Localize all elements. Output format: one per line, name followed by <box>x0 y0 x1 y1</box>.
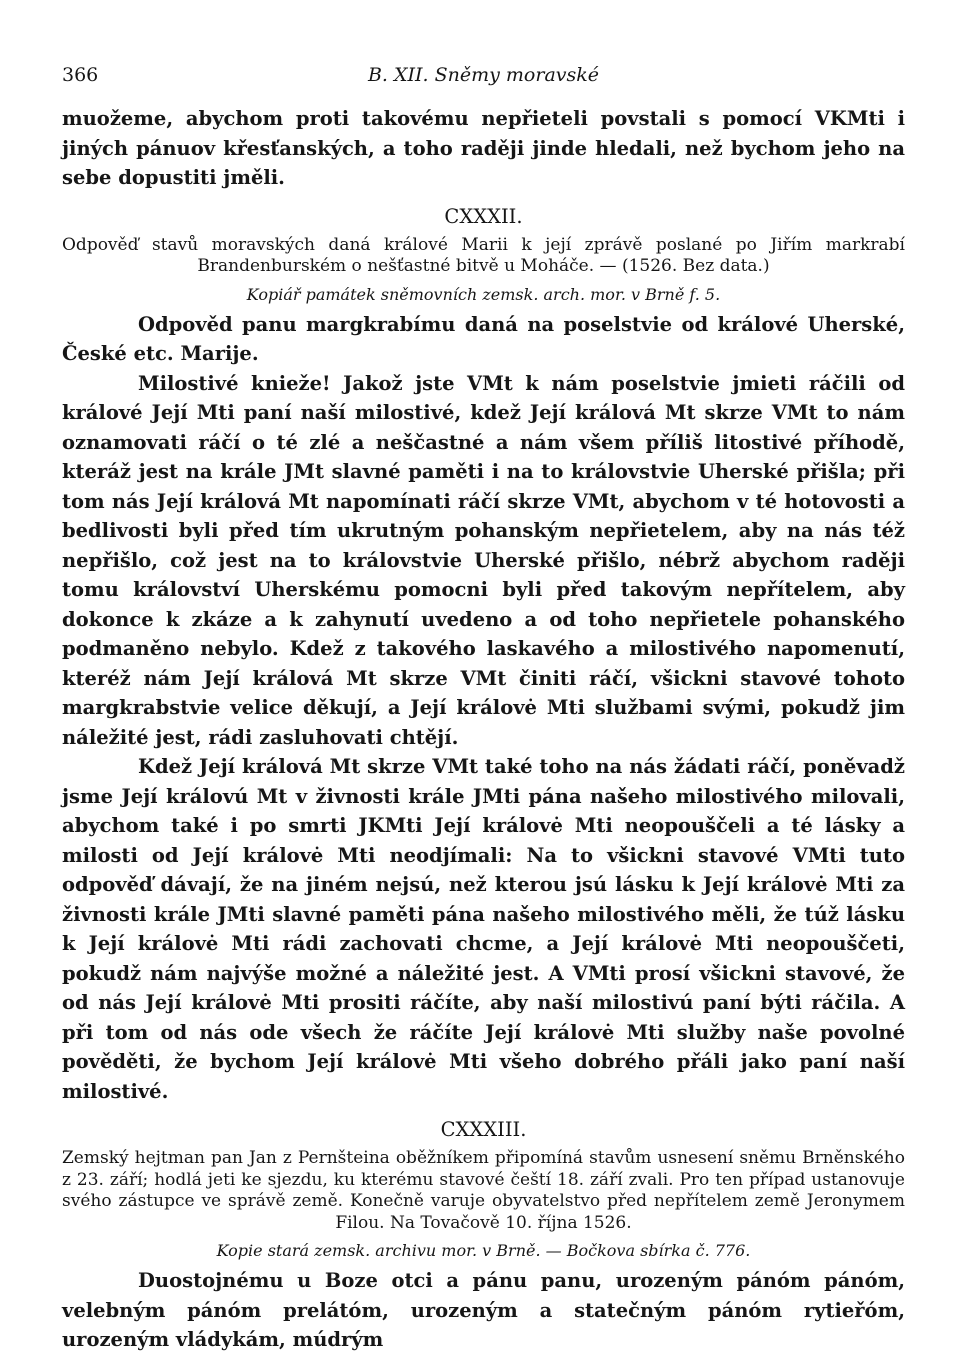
document-paragraph: Kdež Její králová Mt skrze VMt také toho na nás žádati ráčí, poněvadž jsme Její královú Mt v živnosti krále JMti pána našeho milostivého milovali, abychom také i po smrti JKMti Její královė Mti neopouščeli a té lásky a milosti od Její královė Mti neodjímali: Na to všickni stavové VMti tuto odpověď dávají, že na jiném nejsú, než kterou jsú lásku k Její královė Mti za živnosti krále JMti slavné paměti pána našeho milostivého měli, že túž lásku k Její královė Mti rádi zachovati chcme, a Její královė Mti neopouščeti, pokudž nám najvýše možné a náležité jest. A VMti prosí všickni stavové, že od nás Její královė Mti prositi ráčíte, aby naší milostivú paní býti ráčila. A při tom od nás ode všech že ráčíte Její královė Mti služby naše povolné pověděti, že bychom Její královė Mti všeho dobrého přáli jako paní naší milostivé. <box>62 755 905 1103</box>
document-source: Kopiář památek sněmovních zemsk. arch. mor. v Brně f. 5. <box>246 284 721 304</box>
intro-paragraph: muožeme, abychom proti takovému nepřieteli povstali s pomocí VKMti i jiných pánuov křesťanských, a toho raději jinde hledali, než bychom jeho na sebe dopustiti jměli. <box>62 107 905 189</box>
document-page <box>62 60 905 1355</box>
document-number: CXXXIII. <box>440 1118 527 1141</box>
document-summary: Zemský hejtman pan Jan z Pernšteina oběžníkem připomíná stavům usnesení sněmu Brněnského z 23. září; hodlá jeti ke sjezdu, ku kterému stavové čeští 18. září zvali. Pro ten případ ustanovuje svého zástupce ve správě země. Konečně varuje obyvatelstvo před nepřítelem země Jeronymem Filou. Na Tovačově 10. října 1526. <box>62 1148 905 1233</box>
document-source: Kopie stará zemsk. archivu mor. v Brně. — Bočkova sbírka č. 776. <box>216 1241 751 1260</box>
document-cxxxiii <box>62 1116 905 1355</box>
document-paragraph: Odpověd panu margkrabímu daná na poselstvie od králové Uherské, České etc. Marije. <box>62 312 905 365</box>
page-header <box>62 60 905 90</box>
document-number: CXXXII. <box>444 204 523 228</box>
page-number: 366 <box>62 64 99 86</box>
document-paragraph: Milostivé knieže! Jakož jste VMt k nám poselstvie jmieti ráčili od králové Její Mti paní naší milostivé, kdež Její králová Mt skrze VMt to nám oznamovati ráčí o té zlé a neščastné a nám všem příliš litostivé příhodě, kteráž jest na krále JMt slavné paměti i na to královstvie Uherské přišla; při tom nás Její králová Mt napomínati ráčí skrze VMt, abychom v té hotovosti a bedlivosti byli před tím ukrutným pohanským nepřietelem, aby na nás též nepřišlo, což jest na to královstvie Uherské přišlo, nébrž abychom raději tomu království Uherskému pomocni byli před takovým nepřítelem, aby dokonce k zkáze a k zahynutí uvedeno a od toho nepřietele pohanského podmaněno nebylo. Kdež z takového laskavého a milostivého napomenutí, kteréž nám Její králová Mt skrze VMt činiti ráčí, všickni stavové tohoto margkrabstvie velice děkují, a Její královė Mti službami svými, pokudž jim náležité jest, rádi zasluhovati chtějí. <box>62 371 905 749</box>
document-cxxxii <box>62 203 905 1107</box>
running-head: B. XII. Sněmy moravské <box>367 64 600 86</box>
document-paragraph: Duostojnému u Boze otci a pánu panu, urozeným pánóm pánóm, velebným pánóm prelátóm, urozeným a statečným pánóm rytieřóm, urozeným vládykám, múdrým <box>62 1269 905 1351</box>
document-summary: Odpověď stavů moravských daná králové Marii k její zprávě poslané po Jiřím markrabí Brandenburském o nešťastné bitvě u Moháče. — (1526. Bez data.) <box>62 234 905 276</box>
